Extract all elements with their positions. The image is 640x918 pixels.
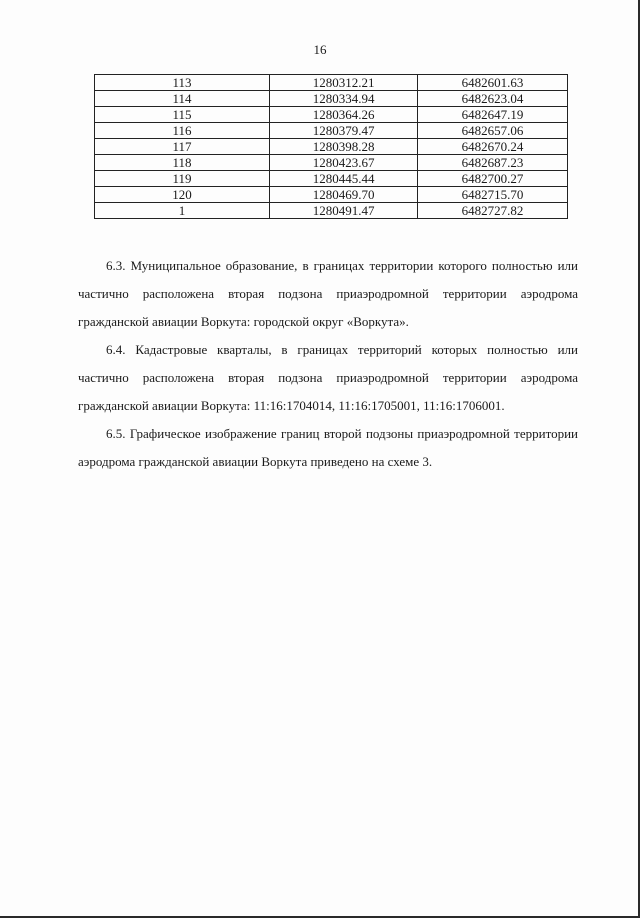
point-number-cell: 115 (95, 107, 270, 123)
point-number-cell: 117 (95, 139, 270, 155)
x-coordinate-cell: 1280312.21 (270, 75, 418, 91)
paragraph-6-3: 6.3. Муниципальное образование, в границах территории которого полностью или частично расположена вторая подзона приаэродромной территории аэродрома гражданской авиации Воркута: городской округ «Воркута». (78, 258, 578, 329)
table-row (95, 203, 568, 219)
point-number-cell: 116 (95, 123, 270, 139)
coordinates-table-body (95, 75, 568, 219)
x-coordinate-cell: 1280491.47 (270, 203, 418, 219)
y-coordinate-cell: 6482670.24 (418, 139, 568, 155)
y-coordinate-cell: 6482601.63 (418, 75, 568, 91)
table-row (95, 171, 568, 187)
page-number: 16 (313, 42, 327, 57)
x-coordinate-cell: 1280364.26 (270, 107, 418, 123)
coordinates-table (94, 74, 568, 219)
y-coordinate-cell: 6482623.04 (418, 91, 568, 107)
y-coordinate-cell: 6482727.82 (418, 203, 568, 219)
table-row (95, 75, 568, 91)
point-number-cell: 1 (95, 203, 270, 219)
table-row (95, 123, 568, 139)
table-row (95, 107, 568, 123)
y-coordinate-cell: 6482657.06 (418, 123, 568, 139)
x-coordinate-cell: 1280379.47 (270, 123, 418, 139)
table-row (95, 155, 568, 171)
table-row (95, 187, 568, 203)
x-coordinate-cell: 1280398.28 (270, 139, 418, 155)
y-coordinate-cell: 6482700.27 (418, 171, 568, 187)
y-coordinate-cell: 6482715.70 (418, 187, 568, 203)
body-text (78, 252, 578, 476)
y-coordinate-cell: 6482647.19 (418, 107, 568, 123)
point-number-cell: 119 (95, 171, 270, 187)
x-coordinate-cell: 1280469.70 (270, 187, 418, 203)
paragraph-6-5: 6.5. Графическое изображение границ второй подзоны приаэродромной территории аэродрома гражданской авиации Воркута приведено на схеме 3. (78, 426, 578, 469)
table-row (95, 91, 568, 107)
y-coordinate-cell: 6482687.23 (418, 155, 568, 171)
table-row (95, 139, 568, 155)
point-number-cell: 113 (95, 75, 270, 91)
x-coordinate-cell: 1280445.44 (270, 171, 418, 187)
point-number-cell: 118 (95, 155, 270, 171)
point-number-cell: 114 (95, 91, 270, 107)
point-number-cell: 120 (95, 187, 270, 203)
x-coordinate-cell: 1280423.67 (270, 155, 418, 171)
paragraph-6-4: 6.4. Кадастровые кварталы, в границах территорий которых полностью или частично расположена вторая подзона приаэродромной территории аэродрома гражданской авиации Воркута: 11:16:1704014, 11:16:1705001, 11:16:1706001. (78, 342, 578, 413)
x-coordinate-cell: 1280334.94 (270, 91, 418, 107)
